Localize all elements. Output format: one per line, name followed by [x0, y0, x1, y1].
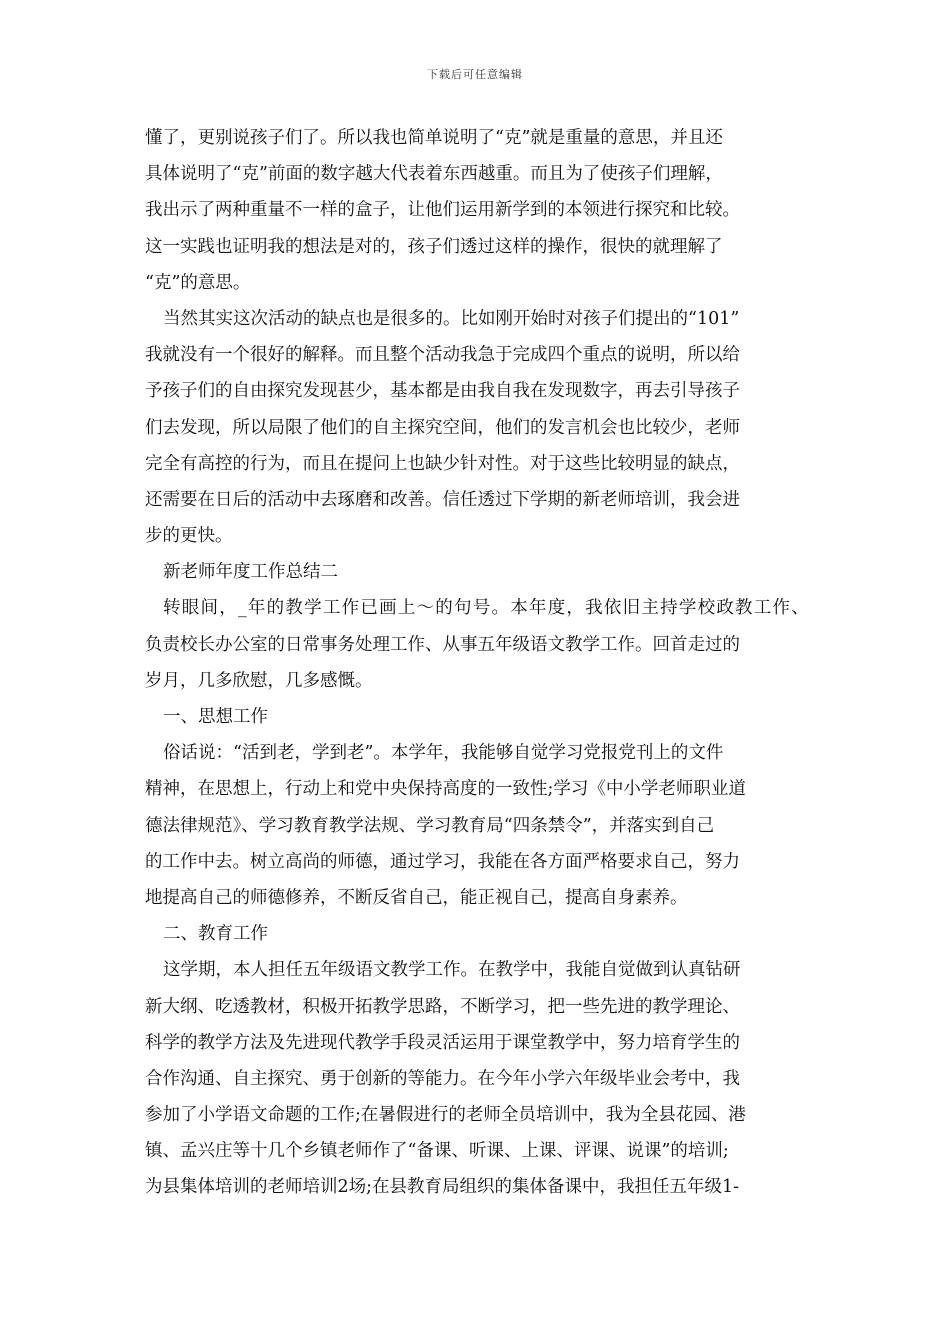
text-line: “克”的意思。: [145, 272, 251, 293]
text-line: 们去发现，所以局限了他们的自主探究空间，他们的发言机会也比较少，老师: [145, 417, 740, 438]
text-line: 俗话说：“活到老，学到老”。本学年，我能够自觉学习党报党刊上的文件: [163, 743, 724, 764]
text-line: 精神，在思想上，行动上和党中央保持高度的一致性;学习《中小学老师职业道: [145, 779, 746, 800]
text-line: 步的更快。: [145, 526, 233, 547]
text-line: 予孩子们的自由探究发现甚少，基本都是由我自我在发现数字，再去引导孩子: [145, 381, 740, 402]
text-line: 的工作中去。树立高尚的师德，通过学习，我能在各方面严格要求自己，努力: [145, 851, 740, 872]
text-line: 新老师年度工作总结二: [163, 562, 338, 583]
text-line: 镇、孟兴庄等十几个乡镇老师作了“备课、听课、上课、评课、说课”的培训;: [145, 1141, 729, 1162]
text-line: 我出示了两种重量不一样的盒子，让他们运用新学到的本领进行探究和比较。: [145, 200, 740, 221]
document-body: [145, 120, 810, 1206]
text-line: 这学期，本人担任五年级语文教学工作。在教学中，我能自觉做到认真钻研: [163, 960, 741, 981]
text-line: 德法律规范》、学习教育教学法规、学习教育局“四条禁令”，并落实到自己: [145, 815, 715, 836]
text-line: 合作沟通、自主探究、勇于创新的等能力。在今年小学六年级毕业会考中，我: [145, 1068, 740, 1089]
page-header: 下载后可任意编辑: [427, 68, 523, 81]
text-line: 负责校长办公室的日常事务处理工作、从事五年级语文教学工作。回首走过的: [145, 634, 740, 655]
text-line: 我就没有一个很好的解释。而且整个活动我急于完成四个重点的说明，所以给: [145, 345, 740, 366]
text-line: 当然其实这次活动的缺点也是很多的。比如刚开始时对孩子们提出的“101”: [163, 308, 740, 329]
text-line: 岁月，几多欣慰，几多感慨。: [145, 670, 373, 691]
text-line: 完全有高控的行为，而且在提问上也缺少针对性。对于这些比较明显的缺点，: [145, 453, 740, 474]
text-line: 懂了，更别说孩子们了。所以我也简单说明了“克”就是重量的意思，并且还: [145, 128, 723, 148]
text-line: 一、思想工作: [163, 707, 268, 727]
text-line: 参加了小学语文命题的工作;在暑假进行的老师全员培训中，我为全县花园、港: [145, 1105, 746, 1126]
text-line: 二、教育工作: [163, 924, 268, 945]
text-line: 具体说明了“克”前面的数字越大代表着东西越重。而且为了使孩子们理解，: [145, 164, 723, 185]
text-line: 为县集体培训的老师培训2场;在县教育局组织的集体备课中，我担任五年级1-: [145, 1177, 740, 1198]
text-line: 新大纲、吃透教材，积极开拓教学思路，不断学习，把一些先进的教学理论、: [145, 996, 740, 1017]
text-line: 地提高自己的师德修养，不断反省自己，能正视自己，提高自身素养。: [145, 887, 688, 908]
text-line: 科学的教学方法及先进现代教学手段灵活运用于课堂教学中，努力培育学生的: [145, 1032, 740, 1053]
text-line: 转眼间，_年的教学工作已画上～的句号。本年度，我依旧主持学校政教工作、: [163, 598, 810, 619]
text-line: 还需要在日后的活动中去琢磨和改善。信任透过下学期的新老师培训，我会进: [145, 489, 740, 510]
text-line: 这一实践也证明我的想法是对的，孩子们透过这样的操作，很快的就理解了: [145, 236, 723, 257]
